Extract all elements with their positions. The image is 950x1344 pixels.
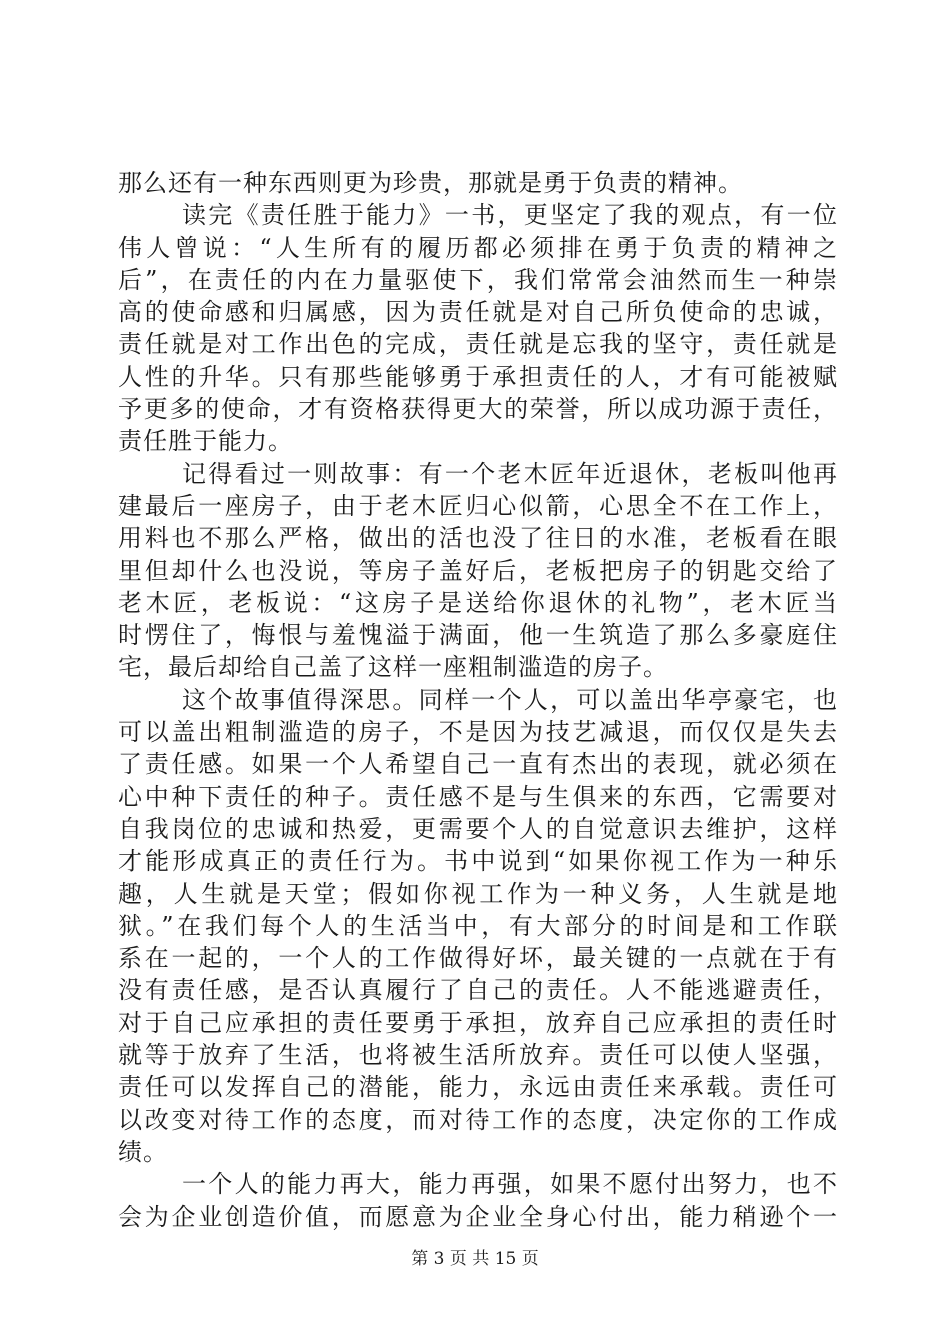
text-line: 记得看过一则故事：有一个老木匠年近退休，老板叫他再 (182, 459, 838, 488)
text-line: 予更多的使命，才有资格获得更大的荣誉，所以成功源于责任， (118, 395, 838, 424)
text-line: 用料也不那么严格，做出的活也没了往日的水准，老板看在眼 (118, 524, 838, 553)
text-line: 可以盖出粗制滥造的房子，不是因为技艺减退，而仅仅是失去 (118, 718, 838, 747)
document-body (118, 167, 838, 1233)
text-line: 人性的升华。只有那些能够勇于承担责任的人，才有可能被赋 (118, 362, 838, 391)
text-line: 责任可以发挥自己的潜能，能力，永远由责任来承载。责任可 (118, 1073, 838, 1102)
text-line: 读完《责任胜于能力》一书，更坚定了我的观点，有一位 (182, 201, 838, 230)
text-line: 会为企业创造价值，而愿意为企业全身心付出，能力稍逊个一 (118, 1202, 838, 1231)
text-line: 伟人曾说：“人生所有的履历都必须排在勇于负责的精神之 (118, 233, 838, 262)
text-line: 系在一起的，一个人的工作做得好坏，最关键的一点就在于有 (118, 944, 838, 973)
text-line: 里但却什么也没说，等房子盖好后，老板把房子的钥匙交给了 (118, 556, 838, 585)
text-line: 这个故事值得深思。同样一个人，可以盖出华亭豪宅，也 (182, 685, 838, 714)
text-line: 绩。 (118, 1137, 168, 1166)
text-line: 责任胜于能力。 (118, 427, 293, 456)
text-line: 就等于放弃了生活，也将被生活所放弃。责任可以使人坚强， (118, 1041, 838, 1070)
text-line: 责任就是对工作出色的完成，责任就是忘我的坚守，责任就是 (118, 330, 838, 359)
text-line: 心中种下责任的种子。责任感不是与生俱来的东西，它需要对 (118, 782, 838, 811)
text-line: 一个人的能力再大，能力再强，如果不愿付出努力，也不 (182, 1170, 838, 1199)
text-line: 以改变对待工作的态度，而对待工作的态度，决定你的工作成 (118, 1105, 838, 1134)
text-line: 老木匠，老板说：“这房子是送给你退休的礼物”，老木匠当 (118, 588, 838, 617)
page-footer: 第 3 页 共 15 页 (411, 1249, 539, 1269)
text-line: 才能形成真正的责任行为。书中说到“如果你视工作为一种乐 (118, 847, 838, 876)
text-line: 宅，最后却给自己盖了这样一座粗制滥造的房子。 (118, 653, 668, 682)
text-line: 建最后一座房子，由于老木匠归心似箭，心思全不在工作上， (118, 491, 838, 520)
text-line: 那么还有一种东西则更为珍贵，那就是勇于负责的精神。 (118, 169, 743, 197)
text-line: 趣，人生就是天堂；假如你视工作为一种义务，人生就是地 (118, 879, 838, 908)
text-line: 后”，在责任的内在力量驱使下，我们常常会油然而生一种崇 (118, 265, 838, 294)
text-line: 了责任感。如果一个人希望自己一直有杰出的表现，就必须在 (118, 750, 838, 779)
text-line: 对于自己应承担的责任要勇于承担，放弃自己应承担的责任时 (118, 1008, 838, 1037)
text-line: 没有责任感，是否认真履行了自己的责任。人不能逃避责任， (118, 976, 838, 1005)
text-line: 时愣住了，悔恨与羞愧溢于满面，他一生筑造了那么多豪庭住 (118, 621, 838, 650)
text-line: 自我岗位的忠诚和热爱，更需要个人的自觉意识去维护，这样 (118, 814, 838, 843)
text-line: 狱。”在我们每个人的生活当中，有大部分的时间是和工作联 (118, 911, 838, 940)
text-line: 高的使命感和归属感，因为责任就是对自己所负使命的忠诚， (118, 298, 838, 327)
